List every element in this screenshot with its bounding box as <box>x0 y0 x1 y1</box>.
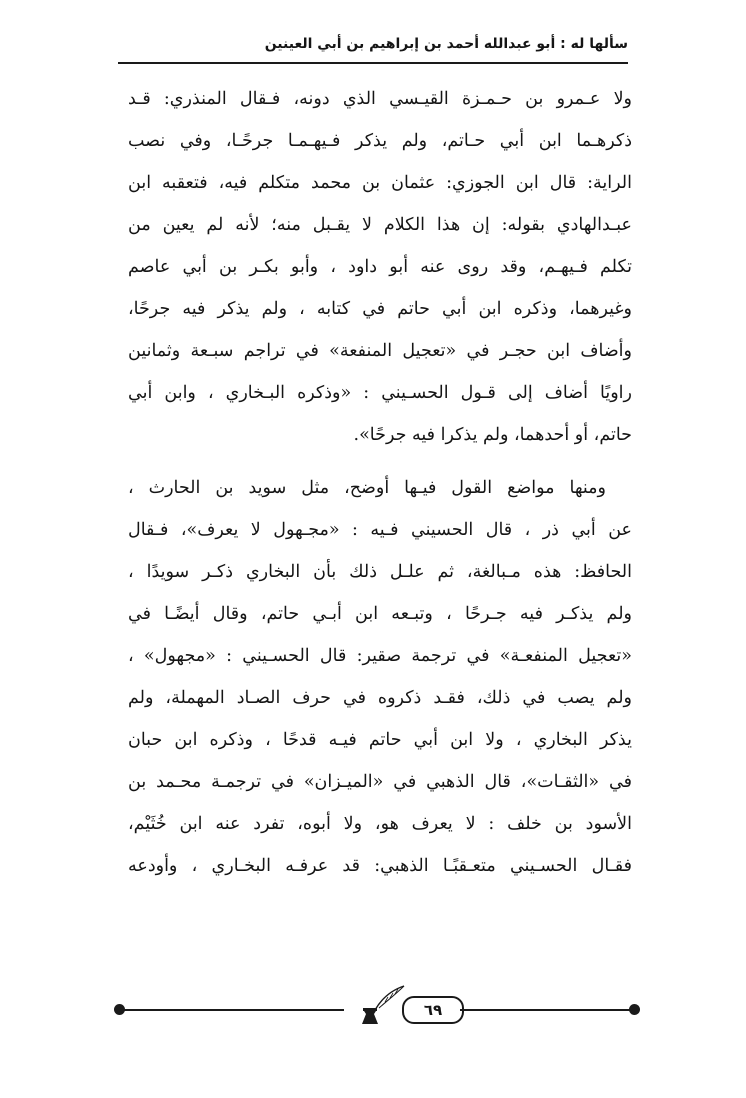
text-line: فقـال الحسـيني متعـقبًـا الذهبي: قد عرفـه البخـاري ، وأودعه <box>128 856 632 876</box>
text-line: وأضاف ابن حجـر في «تعجيل المنفعة» في تراجم سبـعة وثمانين <box>128 341 632 361</box>
inkwell-quill-icon <box>348 984 406 1026</box>
text-line: راويًا أضاف إلى قـول الحسـيني : «وذكره البـخاري ، وابن أبي <box>128 383 632 403</box>
header-title: سألها له : أبو عبدالله أحمد بن إبراهيم بن أبي العينين <box>264 36 628 52</box>
text-line: في «الثقـات»، قال الذهبي في «الميـزان» في ترجمـة محـمد بن <box>128 772 632 792</box>
text-line: تكلم فـيهـم، وقد روى عنه أبو داود ، وأبو بكـر بن أبي عاصم <box>128 257 632 277</box>
text-line: عن أبي ذر ، قال الحسيني فـيه : «مجـهول لا يعرف»، فـقال <box>128 520 632 540</box>
text-line: ولا عـمرو بن حـمـزة القيـسي الذي دونه، فـقال المنذري: قـد <box>128 89 632 109</box>
paragraph <box>128 467 632 887</box>
text-line: الراية: قال ابن الجوزي: عثمان بن محمد متكلم فيه، فتعقبه ابن <box>128 173 632 193</box>
body-text <box>128 78 632 887</box>
text-line: عبـدالهادي بقوله: إن هذا الكلام لا يقـبل منه؛ لأنه لم يعين من <box>128 215 632 235</box>
text-line: يذكر البخاري ، ولا ابن أبي حاتم فيـه قدحًا ، وذكره ابن حبان <box>128 730 632 750</box>
paragraph-gap <box>128 456 632 467</box>
text-line: «تعجيل المنفعـة» في ترجمة صقير: قال الحسـيني : «مجهول» ، <box>128 646 632 666</box>
text-line: حاتم، أو أحدهما، ولم يذكرا فيه جرحًا». <box>353 425 632 445</box>
text-line: ولم يصب في ذلك، فقـد ذكروه في حرف الصـاد المهملة، ولم <box>128 688 632 708</box>
text-line: ذكرهـما ابن أبي حـاتم، ولم يذكر فـيهـمـا جرحًـا، وفي نصب <box>128 131 632 151</box>
footer-rule-right <box>460 1009 630 1011</box>
footer-dot-right <box>629 1004 640 1015</box>
page-footer <box>112 984 642 1024</box>
text-line: الحافظ: هذه مـبالغة، ثم علـل ذلك بأن البخاري ذكـر سويدًا ، <box>128 562 632 582</box>
header-rule <box>118 62 628 64</box>
page-number: ٦٩ <box>402 996 464 1024</box>
paragraph <box>128 78 632 456</box>
running-header <box>118 32 628 60</box>
text-line: وغيرهما، وذكره ابن أبي حاتم في كتابه ، ولم يذكر فيه جرحًا، <box>128 299 632 319</box>
text-line: ومنها مواضع القول فيـها أوضح، مثل سويد بن الحارث ، <box>128 478 606 498</box>
text-line: ولم يذكـر فيه جـرحًا ، وتبـعه ابن أبـي حاتم، وقال أيضًـا في <box>128 604 632 624</box>
text-line: الأسود بن خلف : لا يعرف هو، ولا أبوه، تفرد عنه ابن خُثَيْم، <box>128 814 632 834</box>
footer-rule-left <box>124 1009 344 1011</box>
